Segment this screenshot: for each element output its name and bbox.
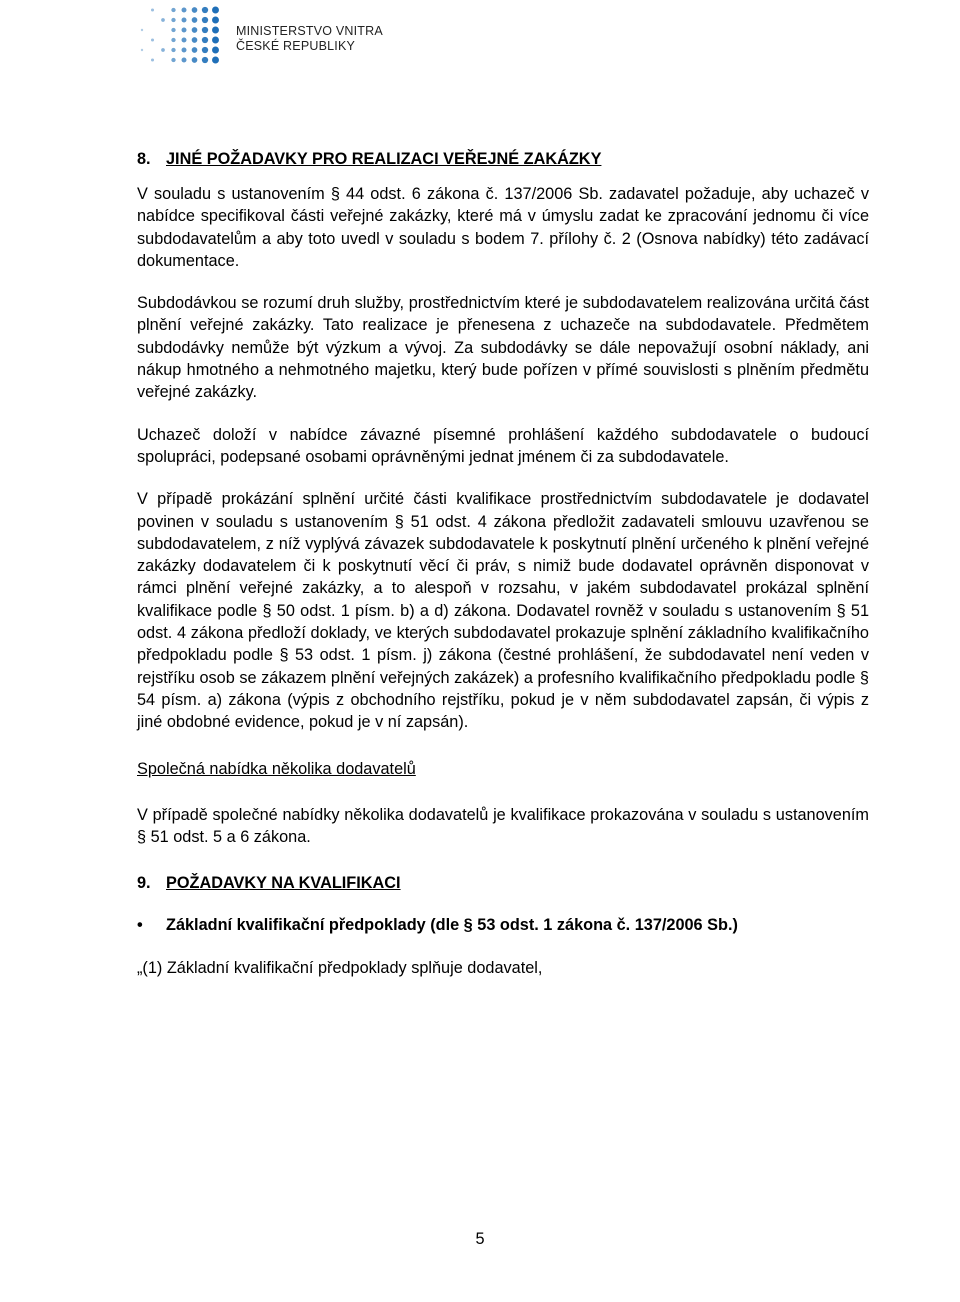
section-8-paragraph-5: V případě společné nabídky několika dodavatelů je kvalifikace prokazována v souladu s ustanovením § 51 odst. 5 a 6 zákona. [137,805,869,847]
logo-dot-grid-icon [136,4,220,66]
logo-dot [202,7,208,13]
logo-dot [182,48,187,53]
logo-dot [212,7,219,14]
logo-dot [202,57,208,63]
logo-dot [151,58,154,61]
logo-dot [202,27,208,33]
section-8-number: 8. [137,150,151,168]
logo-dot [202,47,208,53]
logo-dot [141,49,143,51]
logo-dot [151,38,154,41]
logo-dot [192,27,198,33]
logo-dot [212,17,219,24]
logo-dot [171,18,175,22]
logo-dot [161,48,165,52]
logo-dot [192,47,198,53]
section-9-heading [137,872,869,894]
section-9-number: 9. [137,874,151,893]
logo-dot [192,7,198,13]
logo-text [236,24,383,54]
bullet-item [137,914,869,936]
page-number: 5 [475,1230,485,1248]
logo-dot [171,38,175,42]
logo-line-2: ČESKÉ REPUBLIKY [236,39,356,53]
logo-dot [171,58,175,62]
section-8-heading [137,148,869,170]
logo-dot [182,18,187,23]
section-8-title: JINÉ POŽADAVKY PRO REALIZACI VEŘEJNÉ ZAKÁZKY [166,150,602,168]
logo-dot [192,57,198,63]
logo-line-1: MINISTERSTVO VNITRA [236,24,383,38]
logo-dot [212,37,219,44]
logo-dot [171,48,175,52]
logo-dot [171,8,175,12]
section-8-paragraph-2: Subdodávkou se rozumí druh služby, prostřednictvím které je subdodavatelem realizována určitá část plnění veřejné zakázky. Tato realizace je přenesena z uchazeče na subdodavatele. Předmětem subdodávky nemůže být výzkum a vývoj. Za subdodávky se dále nepovažují osobní náklady, ani nákup hmotného a nehmotného majetku, který bude pořízen v přímé souvislosti s plněním předmětu veřejné zakázky. [137,294,869,402]
logo-dot [212,27,219,34]
section-9-paragraph-1: „(1) Základní kvalifikační předpoklady splňuje dodavatel, [137,958,543,977]
bullet-icon: • [137,916,143,935]
section-8-paragraph-3: Uchazeč doloží v nabídce závazné písemné prohlášení každého subdodavatele o budoucí spolupráci, podepsané osobami oprávněnými jednat jménem či za subdodavatele. [137,425,869,466]
joint-bid-subheading: Společná nabídka několika dodavatelů [137,759,416,778]
section-8-paragraph-1: V souladu s ustanovením § 44 odst. 6 zákona č. 137/2006 Sb. zadavatel požaduje, aby uchazeč v nabídce specifikoval části veřejné zakázky, které má v úmyslu zadat ke zpracování jednomu či více subdodavatelům a aby toto uvedl v souladu s bodem 7. přílohy č. 2 (Osnova nabídky) této zadávací dokumentace. [137,185,869,270]
bullet-text: Základní kvalifikační předpoklady (dle § 53 odst. 1 zákona č. 137/2006 Sb.) [166,916,738,935]
logo-dot [202,17,208,23]
logo-dot [212,57,219,64]
logo-dot [182,8,187,13]
logo-dot [192,17,198,23]
ministry-logo [136,4,383,66]
logo-dot [202,37,208,43]
document-body [137,148,869,979]
logo-dot [212,47,219,54]
logo-dot [182,58,187,63]
logo-dot [161,18,165,22]
logo-dot [171,28,175,32]
logo-dot [192,37,198,43]
section-9-title: POŽADAVKY NA KVALIFIKACI [166,874,401,893]
section-8-paragraph-4: V případě prokázání splnění určité části kvalifikace prostřednictvím subdodavatele je dodavatel povinen v souladu s ustanovením § 51 odst. 4 zákona předložit zadavateli smlouvu uzavřenou se subdodavatelem, z níž vyplývá závazek subdodavatele k poskytnutí plnění určeného k plnění veřejné zakázky dodavatelem či k poskytnutí věcí či práv, s nimiž bude dodavatel oprávněn disponovat v rámci plnění veřejné zakázky, a to alespoň v rozsahu, v jakém subdodavatel prokázal splnění kvalifikace podle § 50 odst. 1 písm. b) a d) zákona. Dodavatel rovněž v souladu s ustanovením § 51 odst. 4 zákona předloží doklady, ve kterých subdodavatel prokazuje splnění základního kvalifikačního předpokladu podle § 53 odst. 1 písm. j) zákona (čestné prohlášení, že subdodavatel není veden v rejstříku osob se zákazem plnění veřejných zakázek) a profesního kvalifikačního předpokladu podle § 54 písm. a) zákona (výpis z obchodního rejstříku, pokud je v něm subdodavatel zapsán, či výpis z jiné obdobné evidence, pokud je v ní zapsán). [137,490,869,732]
logo-dot [151,8,154,11]
logo-dot [182,28,187,33]
logo-dot [182,38,187,43]
logo-dot [141,29,143,31]
